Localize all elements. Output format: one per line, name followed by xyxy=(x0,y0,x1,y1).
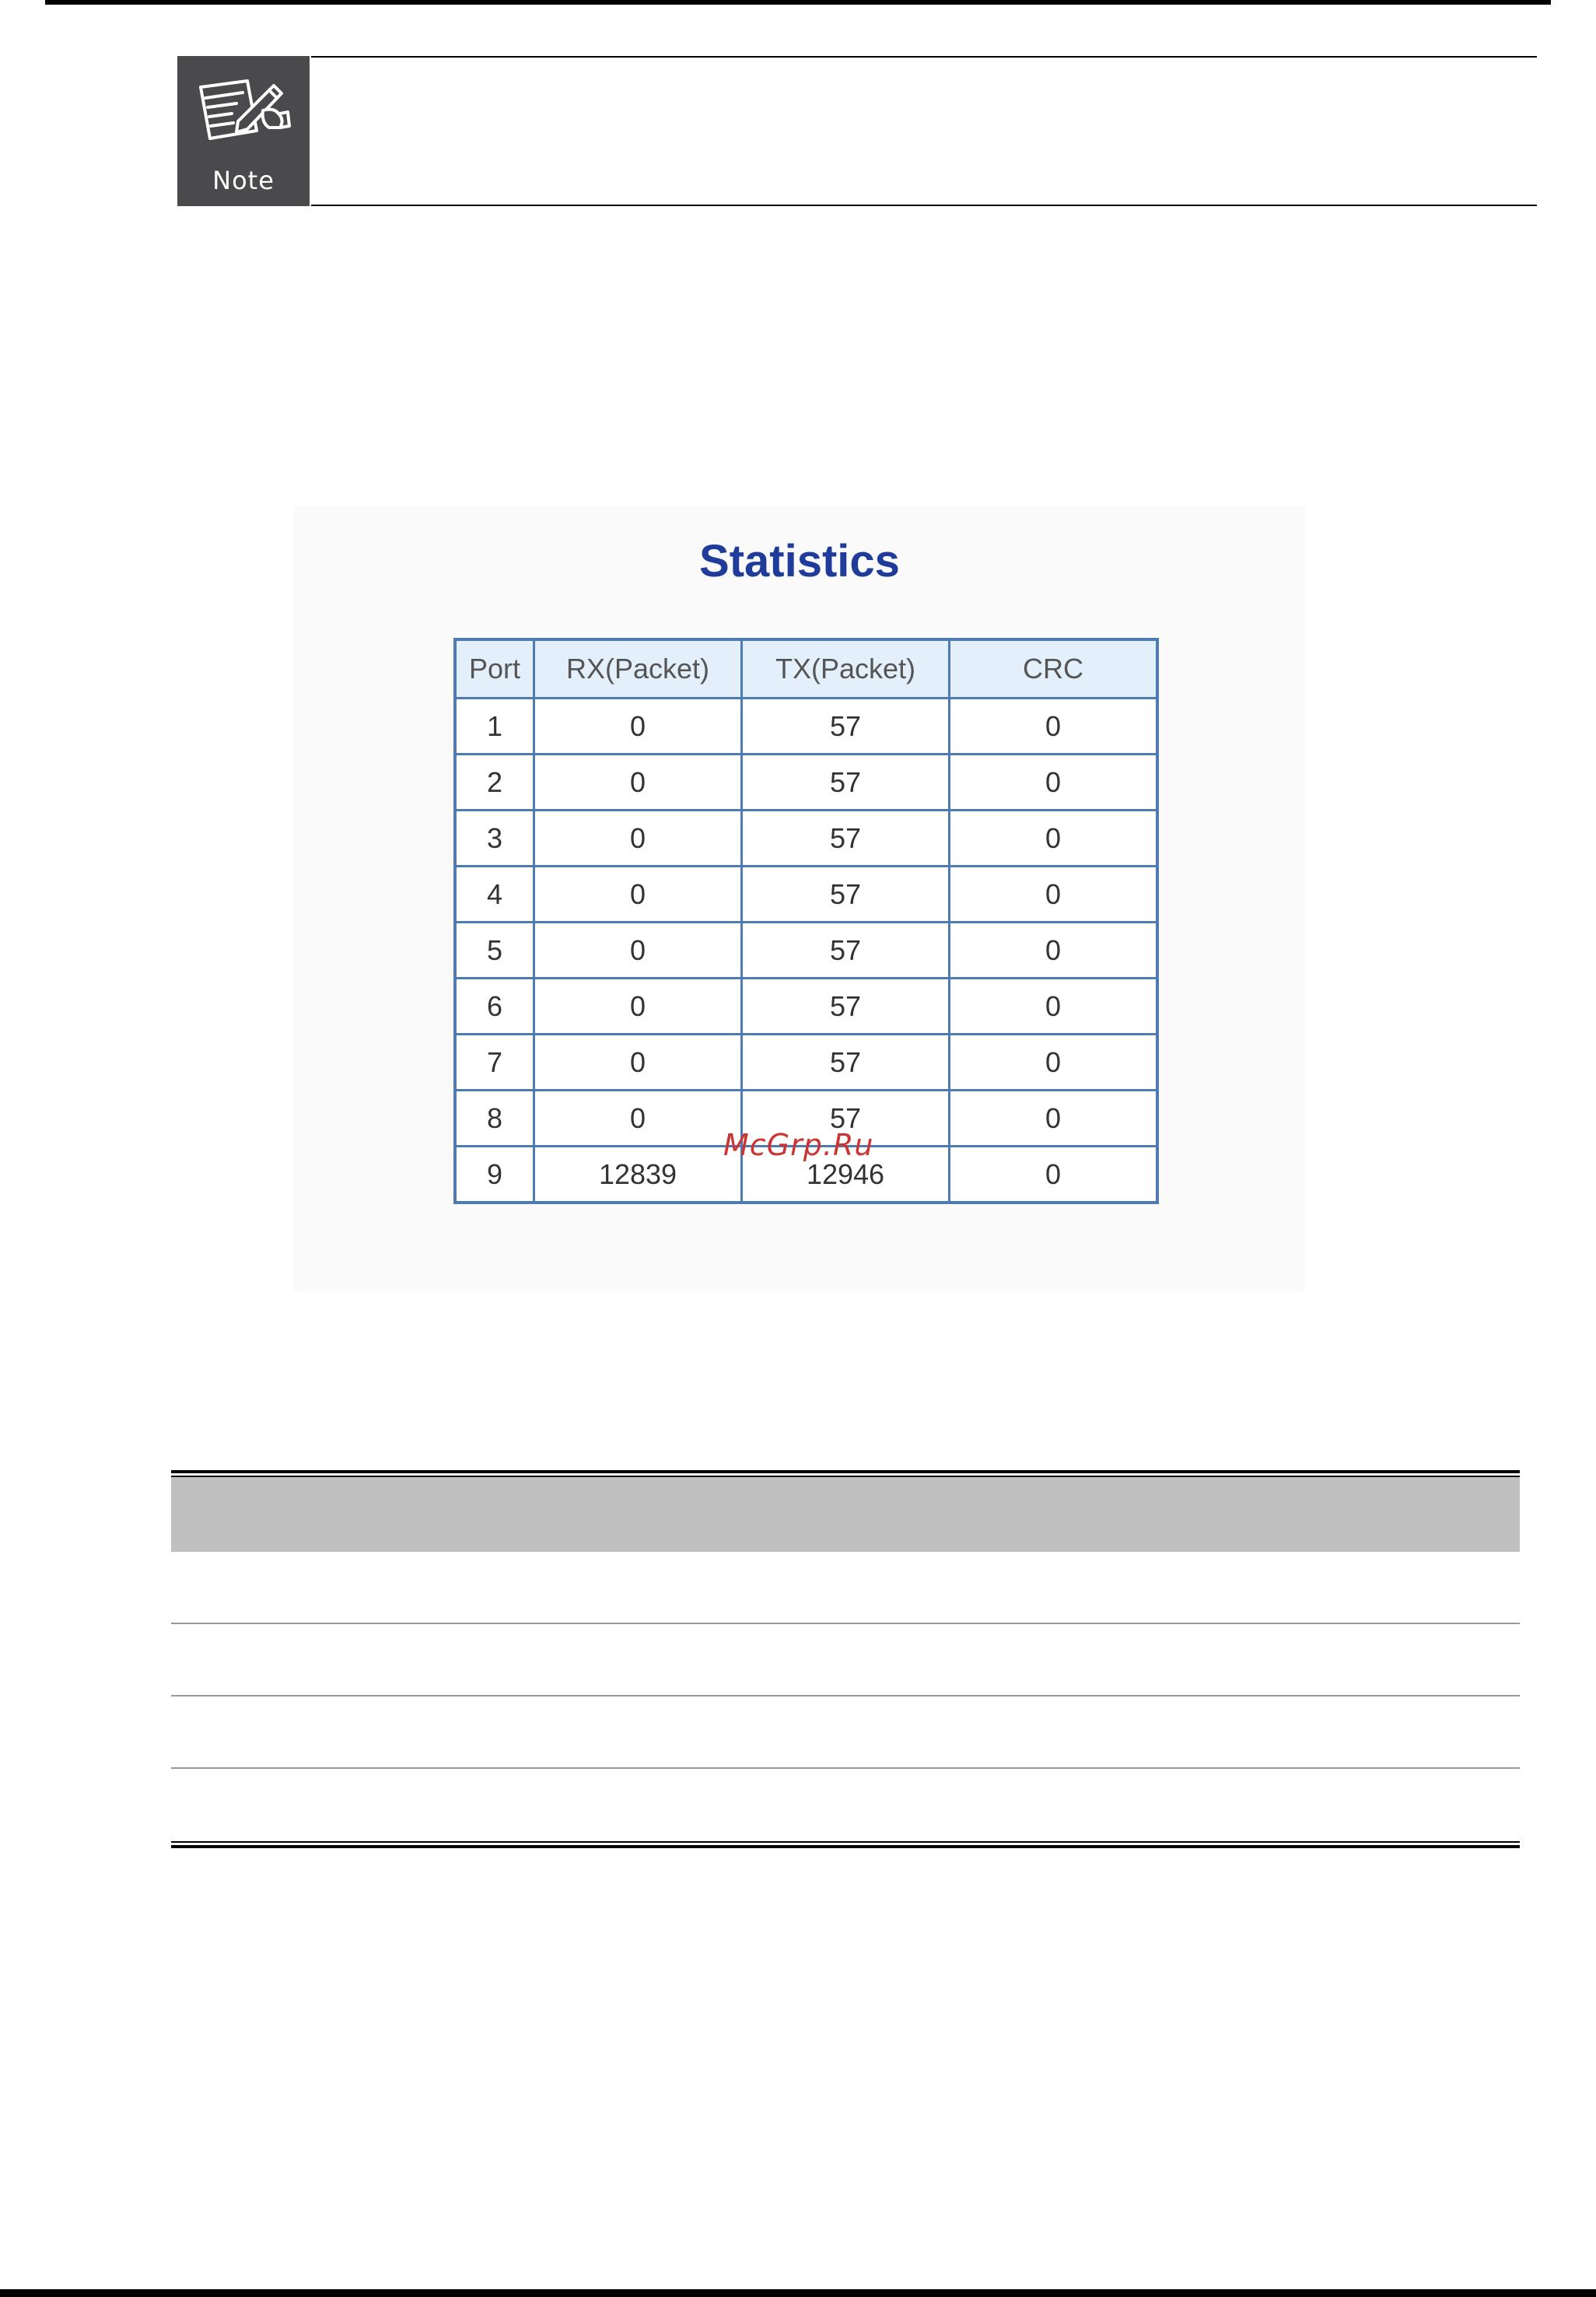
desc-bottom-rule xyxy=(171,1845,1520,1848)
cell-crc: 0 xyxy=(950,699,1158,755)
cell-rx: 0 xyxy=(534,979,742,1035)
table-row xyxy=(455,1035,1157,1091)
cell-tx: 57 xyxy=(742,923,950,979)
table-row xyxy=(455,699,1157,755)
cell-crc: 0 xyxy=(950,811,1158,867)
statistics-header-row xyxy=(455,639,1157,699)
watermark: McGrp.Ru xyxy=(723,1128,874,1162)
cell-rx: 0 xyxy=(534,1035,742,1091)
cell-crc: 0 xyxy=(950,923,1158,979)
cell-port: 7 xyxy=(455,1035,534,1091)
cell-port: 5 xyxy=(455,923,534,979)
cell-tx: 57 xyxy=(742,811,950,867)
cell-tx: 57 xyxy=(742,979,950,1035)
desc-row xyxy=(171,1769,1520,1841)
cell-port: 2 xyxy=(455,755,534,811)
cell-crc: 0 xyxy=(950,1147,1158,1203)
desc-row xyxy=(171,1552,1520,1624)
table-row xyxy=(455,979,1157,1035)
cell-crc: 0 xyxy=(950,979,1158,1035)
cell-rx: 0 xyxy=(534,811,742,867)
note-icon xyxy=(177,56,310,206)
table-row xyxy=(455,811,1157,867)
cell-rx: 0 xyxy=(534,699,742,755)
cell-port: 1 xyxy=(455,699,534,755)
description-table xyxy=(171,1470,1520,1848)
cell-tx: 57 xyxy=(742,755,950,811)
cell-port: 4 xyxy=(455,867,534,923)
cell-rx: 0 xyxy=(534,867,742,923)
cell-port: 6 xyxy=(455,979,534,1035)
bottom-page-rule xyxy=(0,2289,1596,2297)
note-label: Note xyxy=(212,166,275,195)
cell-tx: 12946 xyxy=(742,1147,950,1203)
note-pen-icon xyxy=(193,76,294,162)
cell-rx: 0 xyxy=(534,1091,742,1147)
header-crc: CRC xyxy=(950,639,1158,699)
header-port: Port xyxy=(455,639,534,699)
cell-crc: 0 xyxy=(950,1035,1158,1091)
desc-header-row xyxy=(171,1477,1520,1552)
cell-crc: 0 xyxy=(950,1091,1158,1147)
cell-port: 9 xyxy=(455,1147,534,1203)
top-page-rule xyxy=(45,0,1551,5)
desc-row xyxy=(171,1624,1520,1696)
note-text-box xyxy=(311,56,1537,206)
cell-rx: 0 xyxy=(534,755,742,811)
cell-port: 3 xyxy=(455,811,534,867)
statistics-screenshot xyxy=(294,506,1305,1291)
cell-rx: 0 xyxy=(534,923,742,979)
cell-tx: 57 xyxy=(742,1035,950,1091)
cell-tx: 57 xyxy=(742,1091,950,1147)
header-rx-packet: RX(Packet) xyxy=(534,639,742,699)
cell-crc: 0 xyxy=(950,867,1158,923)
cell-crc: 0 xyxy=(950,755,1158,811)
cell-rx: 12839 xyxy=(534,1147,742,1203)
table-row xyxy=(455,867,1157,923)
statistics-table xyxy=(453,638,1159,1204)
cell-tx: 57 xyxy=(742,867,950,923)
desc-row xyxy=(171,1696,1520,1769)
table-row xyxy=(455,923,1157,979)
cell-port: 8 xyxy=(455,1091,534,1147)
cell-tx: 57 xyxy=(742,699,950,755)
header-tx-packet: TX(Packet) xyxy=(742,639,950,699)
statistics-title: Statistics xyxy=(699,536,900,587)
table-row xyxy=(455,755,1157,811)
